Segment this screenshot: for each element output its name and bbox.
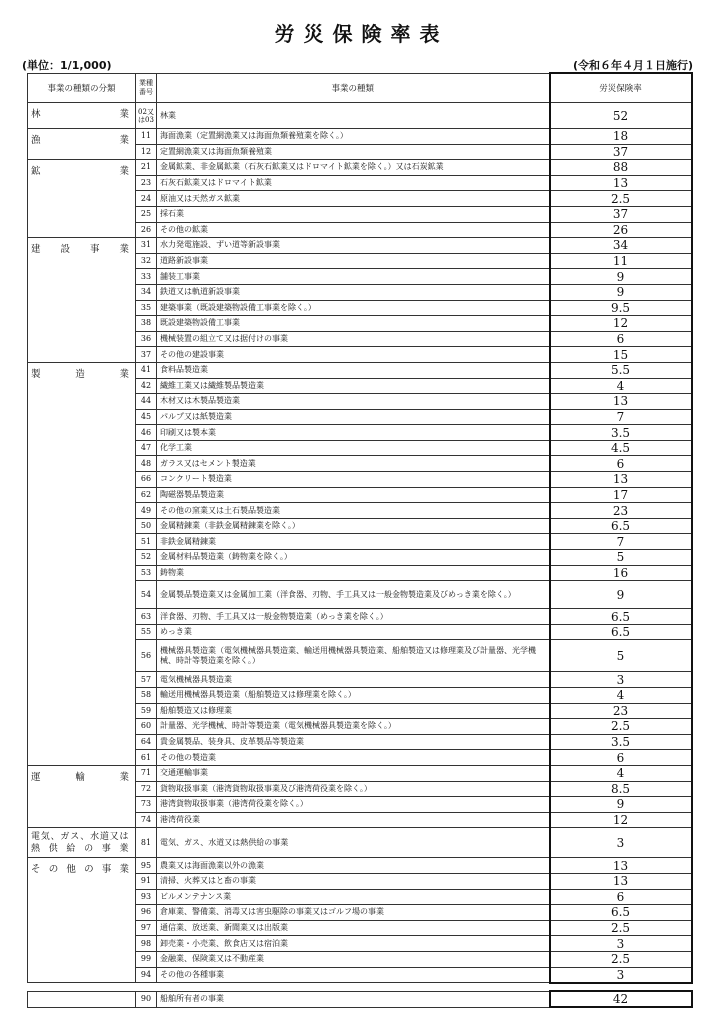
- rate-cell: 8.5: [550, 781, 692, 797]
- code-cell: 02又は03: [136, 103, 157, 129]
- code-cell: 81: [136, 828, 157, 858]
- code-cell: 53: [136, 565, 157, 581]
- name-cell: 船舶製造又は修理業: [157, 703, 550, 719]
- code-cell: 91: [136, 873, 157, 889]
- rate-cell: 4.5: [550, 440, 692, 456]
- category-cell: 製造業: [28, 362, 136, 765]
- code-cell: 44: [136, 394, 157, 410]
- code-cell: 54: [136, 581, 157, 609]
- rate-cell: 37: [550, 206, 692, 222]
- rate-cell: 23: [550, 503, 692, 519]
- name-cell: 通信業、放送業、新聞業又は出版業: [157, 920, 550, 936]
- rate-cell: 2.5: [550, 719, 692, 735]
- rate-cell: 3: [550, 967, 692, 983]
- rate-cell: 12: [550, 316, 692, 332]
- code-cell: 46: [136, 425, 157, 441]
- code-cell: 51: [136, 534, 157, 550]
- table-row: [28, 362, 692, 378]
- rate-cell: 3.5: [550, 734, 692, 750]
- code-cell: 31: [136, 238, 157, 254]
- name-cell: その他の建設事業: [157, 347, 550, 363]
- rate-cell: 6.5: [550, 609, 692, 625]
- rate-cell: 4: [550, 378, 692, 394]
- code-cell: 73: [136, 797, 157, 813]
- rate-cell: 13: [550, 858, 692, 874]
- name-cell: 建築事業（既設建築物設備工事業を除く。）: [157, 300, 550, 316]
- rate-cell: 12: [550, 812, 692, 828]
- code-cell: 93: [136, 889, 157, 905]
- rate-cell: 6: [550, 331, 692, 347]
- code-cell: 95: [136, 858, 157, 874]
- rate-table: [27, 72, 693, 984]
- table-row: [28, 765, 692, 781]
- name-cell: ビルメンテナンス業: [157, 889, 550, 905]
- code-cell: 57: [136, 672, 157, 688]
- rate-cell: 26: [550, 222, 692, 238]
- name-cell: 鋳物業: [157, 565, 550, 581]
- rate-cell: 13: [550, 175, 692, 191]
- name-cell: 港湾荷役業: [157, 812, 550, 828]
- name-cell: 林業: [157, 103, 550, 129]
- rate-cell: 13: [550, 873, 692, 889]
- table-header-row: [28, 73, 692, 103]
- name-cell: 印刷又は製本業: [157, 425, 550, 441]
- rate-cell: 16: [550, 565, 692, 581]
- category-cell: 建設事業: [28, 238, 136, 363]
- name-cell: 貨物取扱事業（港湾貨物取扱事業及び港湾荷役業を除く。）: [157, 781, 550, 797]
- rate-cell: 9.5: [550, 300, 692, 316]
- code-cell: 74: [136, 812, 157, 828]
- name-cell: 石灰石鉱業又はドロマイト鉱業: [157, 175, 550, 191]
- rate-cell: 13: [550, 472, 692, 488]
- rate-cell: 6: [550, 456, 692, 472]
- rate-cell: 3: [550, 672, 692, 688]
- name-cell: 採石業: [157, 206, 550, 222]
- table-row: [28, 160, 692, 176]
- name-cell: 道路新設事業: [157, 253, 550, 269]
- rate-cell: 6.5: [550, 905, 692, 921]
- rate-cell: 11: [550, 253, 692, 269]
- code-cell: 45: [136, 409, 157, 425]
- name-cell: その他の製造業: [157, 750, 550, 766]
- name-cell: その他の鉱業: [157, 222, 550, 238]
- category-cell: [28, 991, 136, 1007]
- name-cell: パルプ又は紙製造業: [157, 409, 550, 425]
- code-cell: 32: [136, 253, 157, 269]
- name-cell: 金属鉱業、非金属鉱業（石灰石鉱業又はドロマイト鉱業を除く。）又は石炭鉱業: [157, 160, 550, 176]
- name-cell: コンクリート製造業: [157, 472, 550, 488]
- rate-cell: 9: [550, 797, 692, 813]
- table-row: [28, 991, 692, 1007]
- name-cell: 港湾貨物取扱事業（港湾荷役業を除く。）: [157, 797, 550, 813]
- rate-cell: 3: [550, 828, 692, 858]
- name-cell: 電気機械器具製造業: [157, 672, 550, 688]
- name-cell: 電気、ガス、水道又は熱供給の事業: [157, 828, 550, 858]
- rate-cell: 6: [550, 750, 692, 766]
- code-cell: 23: [136, 175, 157, 191]
- name-cell: 原油又は天然ガス鉱業: [157, 191, 550, 207]
- code-cell: 25: [136, 206, 157, 222]
- rate-cell: 37: [550, 144, 692, 160]
- name-cell: 鉄道又は軌道新設事業: [157, 284, 550, 300]
- table-row: [28, 858, 692, 874]
- table-row: [28, 103, 692, 129]
- category-cell: その他の事業: [28, 858, 136, 983]
- rate-cell: 15: [550, 347, 692, 363]
- code-cell: 11: [136, 129, 157, 145]
- rate-cell: 6.5: [550, 518, 692, 534]
- code-cell: 59: [136, 703, 157, 719]
- code-cell: 48: [136, 456, 157, 472]
- code-cell: 33: [136, 269, 157, 285]
- name-cell: 輸送用機械器具製造業（船舶製造又は修理業を除く。）: [157, 688, 550, 704]
- code-cell: 52: [136, 550, 157, 566]
- name-cell: 機械装置の組立て又は据付けの事業: [157, 331, 550, 347]
- code-cell: 72: [136, 781, 157, 797]
- page-title: 労災保険率表: [274, 22, 449, 46]
- rate-cell: 6.5: [550, 624, 692, 640]
- rate-cell: 3: [550, 936, 692, 952]
- name-cell: 洋食器、刃物、手工具又は一般金物製造業（めっき業を除く。）: [157, 609, 550, 625]
- enforcement-date: (令和６年４月１日施行): [572, 59, 693, 72]
- table-row: [28, 828, 692, 858]
- code-cell: 60: [136, 719, 157, 735]
- code-cell: 71: [136, 765, 157, 781]
- name-cell: 交通運輸事業: [157, 765, 550, 781]
- category-cell: 鉱 業: [28, 160, 136, 238]
- name-cell: 農業又は海面漁業以外の漁業: [157, 858, 550, 874]
- code-cell: 58: [136, 688, 157, 704]
- header-code: 業種番号: [136, 73, 157, 103]
- name-cell: 化学工業: [157, 440, 550, 456]
- rate-cell: 2.5: [550, 951, 692, 967]
- name-cell: めっき業: [157, 624, 550, 640]
- name-cell: 水力発電施設、ずい道等新設事業: [157, 238, 550, 254]
- name-cell: 貴金属製品、装身具、皮革製品等製造業: [157, 734, 550, 750]
- code-cell: 56: [136, 640, 157, 672]
- rate-cell: 4: [550, 765, 692, 781]
- name-cell: ガラス又はセメント製造業: [157, 456, 550, 472]
- rate-cell: 52: [550, 103, 692, 129]
- code-cell: 12: [136, 144, 157, 160]
- name-cell: 繊維工業又は繊維製品製造業: [157, 378, 550, 394]
- code-cell: 38: [136, 316, 157, 332]
- rate-cell: 88: [550, 160, 692, 176]
- code-cell: 90: [136, 991, 157, 1007]
- code-cell: 97: [136, 920, 157, 936]
- code-cell: 24: [136, 191, 157, 207]
- code-cell: 63: [136, 609, 157, 625]
- name-cell: その他の各種事業: [157, 967, 550, 983]
- code-cell: 94: [136, 967, 157, 983]
- name-cell: 金融業、保険業又は不動産業: [157, 951, 550, 967]
- rate-cell: 13: [550, 394, 692, 410]
- code-cell: 64: [136, 734, 157, 750]
- header-category: 事業の種類の分類: [28, 73, 136, 103]
- code-cell: 66: [136, 472, 157, 488]
- name-cell: 倉庫業、警備業、消毒又は害虫駆除の事業又はゴルフ場の事業: [157, 905, 550, 921]
- name-cell: 船舶所有者の事業: [157, 991, 550, 1007]
- name-cell: 木材又は木製品製造業: [157, 394, 550, 410]
- name-cell: 金属材料品製造業（鋳物業を除く。）: [157, 550, 550, 566]
- category-cell: 漁 業: [28, 129, 136, 160]
- name-cell: 食料品製造業: [157, 362, 550, 378]
- rate-cell: 34: [550, 238, 692, 254]
- code-cell: 37: [136, 347, 157, 363]
- category-cell: 林 業: [28, 103, 136, 129]
- code-cell: 42: [136, 378, 157, 394]
- name-cell: その他の窯業又は土石製品製造業: [157, 503, 550, 519]
- name-cell: 陶磁器製品製造業: [157, 487, 550, 503]
- code-cell: 47: [136, 440, 157, 456]
- rate-cell: 9: [550, 269, 692, 285]
- rate-cell: 5: [550, 640, 692, 672]
- code-cell: 49: [136, 503, 157, 519]
- name-cell: 清掃、火葬又はと畜の事業: [157, 873, 550, 889]
- table-row: [28, 238, 692, 254]
- header-rate: 労災保険率: [550, 73, 692, 103]
- rate-cell: 6: [550, 889, 692, 905]
- ship-owner-table: [27, 990, 693, 1008]
- name-cell: 金属製品製造業又は金属加工業（洋食器、刃物、手工具又は一般金物製造業及びめっき業を除く。）: [157, 581, 550, 609]
- rate-cell: 18: [550, 129, 692, 145]
- code-cell: 41: [136, 362, 157, 378]
- rate-cell: 5: [550, 550, 692, 566]
- rate-cell: 17: [550, 487, 692, 503]
- name-cell: 定置網漁業又は海面魚類養殖業: [157, 144, 550, 160]
- rate-cell: 9: [550, 284, 692, 300]
- name-cell: 既設建築物設備工事業: [157, 316, 550, 332]
- code-cell: 21: [136, 160, 157, 176]
- rate-cell: 9: [550, 581, 692, 609]
- code-cell: 98: [136, 936, 157, 952]
- code-cell: 62: [136, 487, 157, 503]
- category-cell: 運輸業: [28, 765, 136, 827]
- rate-cell: 7: [550, 409, 692, 425]
- code-cell: 50: [136, 518, 157, 534]
- code-cell: 35: [136, 300, 157, 316]
- rate-cell: 4: [550, 688, 692, 704]
- table-row: [28, 129, 692, 145]
- code-cell: 26: [136, 222, 157, 238]
- name-cell: 機械器具製造業（電気機械器具製造業、輸送用機械器具製造業、船舶製造又は修理業及び計量器、光学機械、時計等製造業を除く。）: [157, 640, 550, 672]
- name-cell: 非鉄金属精錬業: [157, 534, 550, 550]
- rate-cell: 5.5: [550, 362, 692, 378]
- code-cell: 36: [136, 331, 157, 347]
- rate-cell: 3.5: [550, 425, 692, 441]
- code-cell: 34: [136, 284, 157, 300]
- rate-cell: 23: [550, 703, 692, 719]
- rate-cell: 7: [550, 534, 692, 550]
- rate-cell: 2.5: [550, 920, 692, 936]
- code-cell: 61: [136, 750, 157, 766]
- code-cell: 99: [136, 951, 157, 967]
- name-cell: 金属精錬業（非鉄金属精錬業を除く。）: [157, 518, 550, 534]
- category-cell: 電気、ガス、水道又は熱供給の事業: [28, 828, 136, 858]
- name-cell: 舗装工事業: [157, 269, 550, 285]
- unit-label: (単位：1/1,000): [22, 59, 112, 72]
- rate-cell: 2.5: [550, 191, 692, 207]
- name-cell: 卸売業・小売業、飲食店又は宿泊業: [157, 936, 550, 952]
- name-cell: 計量器、光学機械、時計等製造業（電気機械器具製造業を除く。）: [157, 719, 550, 735]
- header-name: 事業の種類: [157, 73, 550, 103]
- code-cell: 55: [136, 624, 157, 640]
- code-cell: 96: [136, 905, 157, 921]
- rate-cell: 42: [550, 991, 692, 1007]
- name-cell: 海面漁業（定置網漁業又は海面魚類養殖業を除く。）: [157, 129, 550, 145]
